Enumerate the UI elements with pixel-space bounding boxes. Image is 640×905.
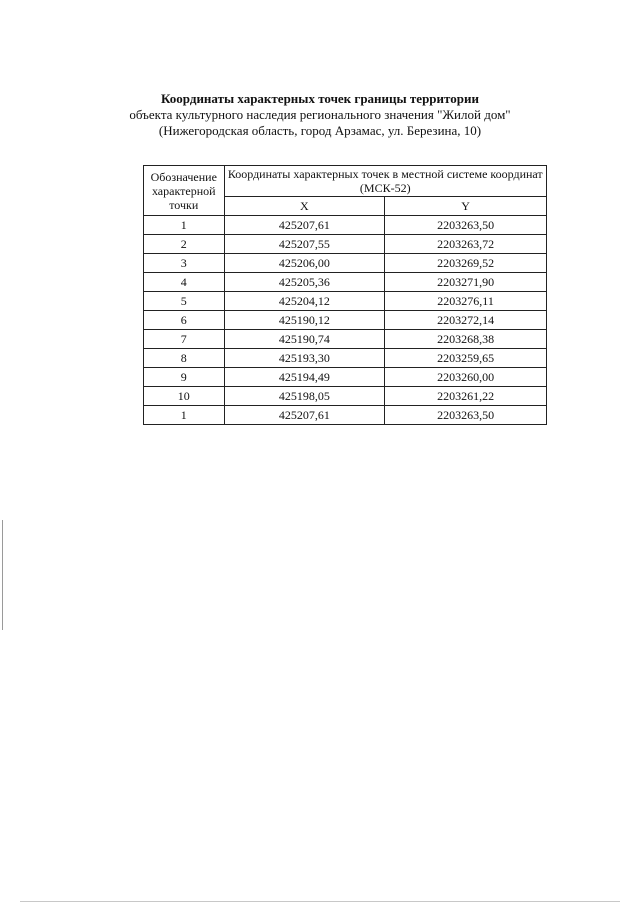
y-coordinate-cell: 2203272,14 [385,311,547,330]
point-number-cell: 4 [144,273,225,292]
table-row [144,254,547,273]
y-coordinate-cell: 2203259,65 [385,349,547,368]
point-number-cell: 3 [144,254,225,273]
table-row [144,406,547,425]
x-coordinate-cell: 425204,12 [224,292,385,311]
y-coordinate-cell: 2203263,72 [385,235,547,254]
x-coordinate-cell: 425206,00 [224,254,385,273]
point-number-cell: 1 [144,406,225,425]
x-coordinate-cell: 425190,74 [224,330,385,349]
x-coordinate-cell: 425194,49 [224,368,385,387]
table-row [144,368,547,387]
point-number-cell: 7 [144,330,225,349]
y-coordinate-cell: 2203271,90 [385,273,547,292]
x-coordinate-cell: 425207,61 [224,216,385,235]
point-number-cell: 8 [144,349,225,368]
point-number-cell: 5 [144,292,225,311]
y-coordinate-cell: 2203260,00 [385,368,547,387]
table-row [144,235,547,254]
x-coordinate-cell: 425198,05 [224,387,385,406]
document-subtitle-line1: объекта культурного наследия регионального значения "Жилой дом" [129,107,511,122]
x-coordinate-cell: 425207,55 [224,235,385,254]
header-point-designation: Обозначение характерной точки [144,166,225,216]
x-coordinate-cell: 425190,12 [224,311,385,330]
y-coordinate-cell: 2203261,22 [385,387,547,406]
point-number-cell: 10 [144,387,225,406]
document-subtitle-line2: (Нижегородская область, город Арзамас, ул. Березина, 10) [158,123,482,138]
y-coordinate-cell: 2203263,50 [385,216,547,235]
point-number-cell: 6 [144,311,225,330]
scan-edge-mark [2,520,3,630]
scan-bottom-line [20,901,620,902]
y-coordinate-cell: 2203276,11 [385,292,547,311]
point-number-cell: 9 [144,368,225,387]
point-number-cell: 1 [144,216,225,235]
x-coordinate-cell: 425207,61 [224,406,385,425]
table-header [144,166,547,216]
table-row [144,311,547,330]
x-coordinate-cell: 425193,30 [224,349,385,368]
point-number-cell: 2 [144,235,225,254]
y-coordinate-cell: 2203263,50 [385,406,547,425]
table-body [144,216,547,425]
x-coordinate-cell: 425205,36 [224,273,385,292]
table-row [144,292,547,311]
header-x: X [224,197,385,216]
table-row [144,349,547,368]
document-heading [120,91,520,139]
header-y: Y [385,197,547,216]
y-coordinate-cell: 2203269,52 [385,254,547,273]
y-coordinate-cell: 2203268,38 [385,330,547,349]
header-coordinates: Координаты характерных точек в местной системе координат (МСК-52) [224,166,546,197]
coordinates-table [143,165,547,425]
table-row [144,273,547,292]
document-title: Координаты характерных точек границы территории [161,91,479,106]
table-row [144,216,547,235]
table-row [144,330,547,349]
table-row [144,387,547,406]
